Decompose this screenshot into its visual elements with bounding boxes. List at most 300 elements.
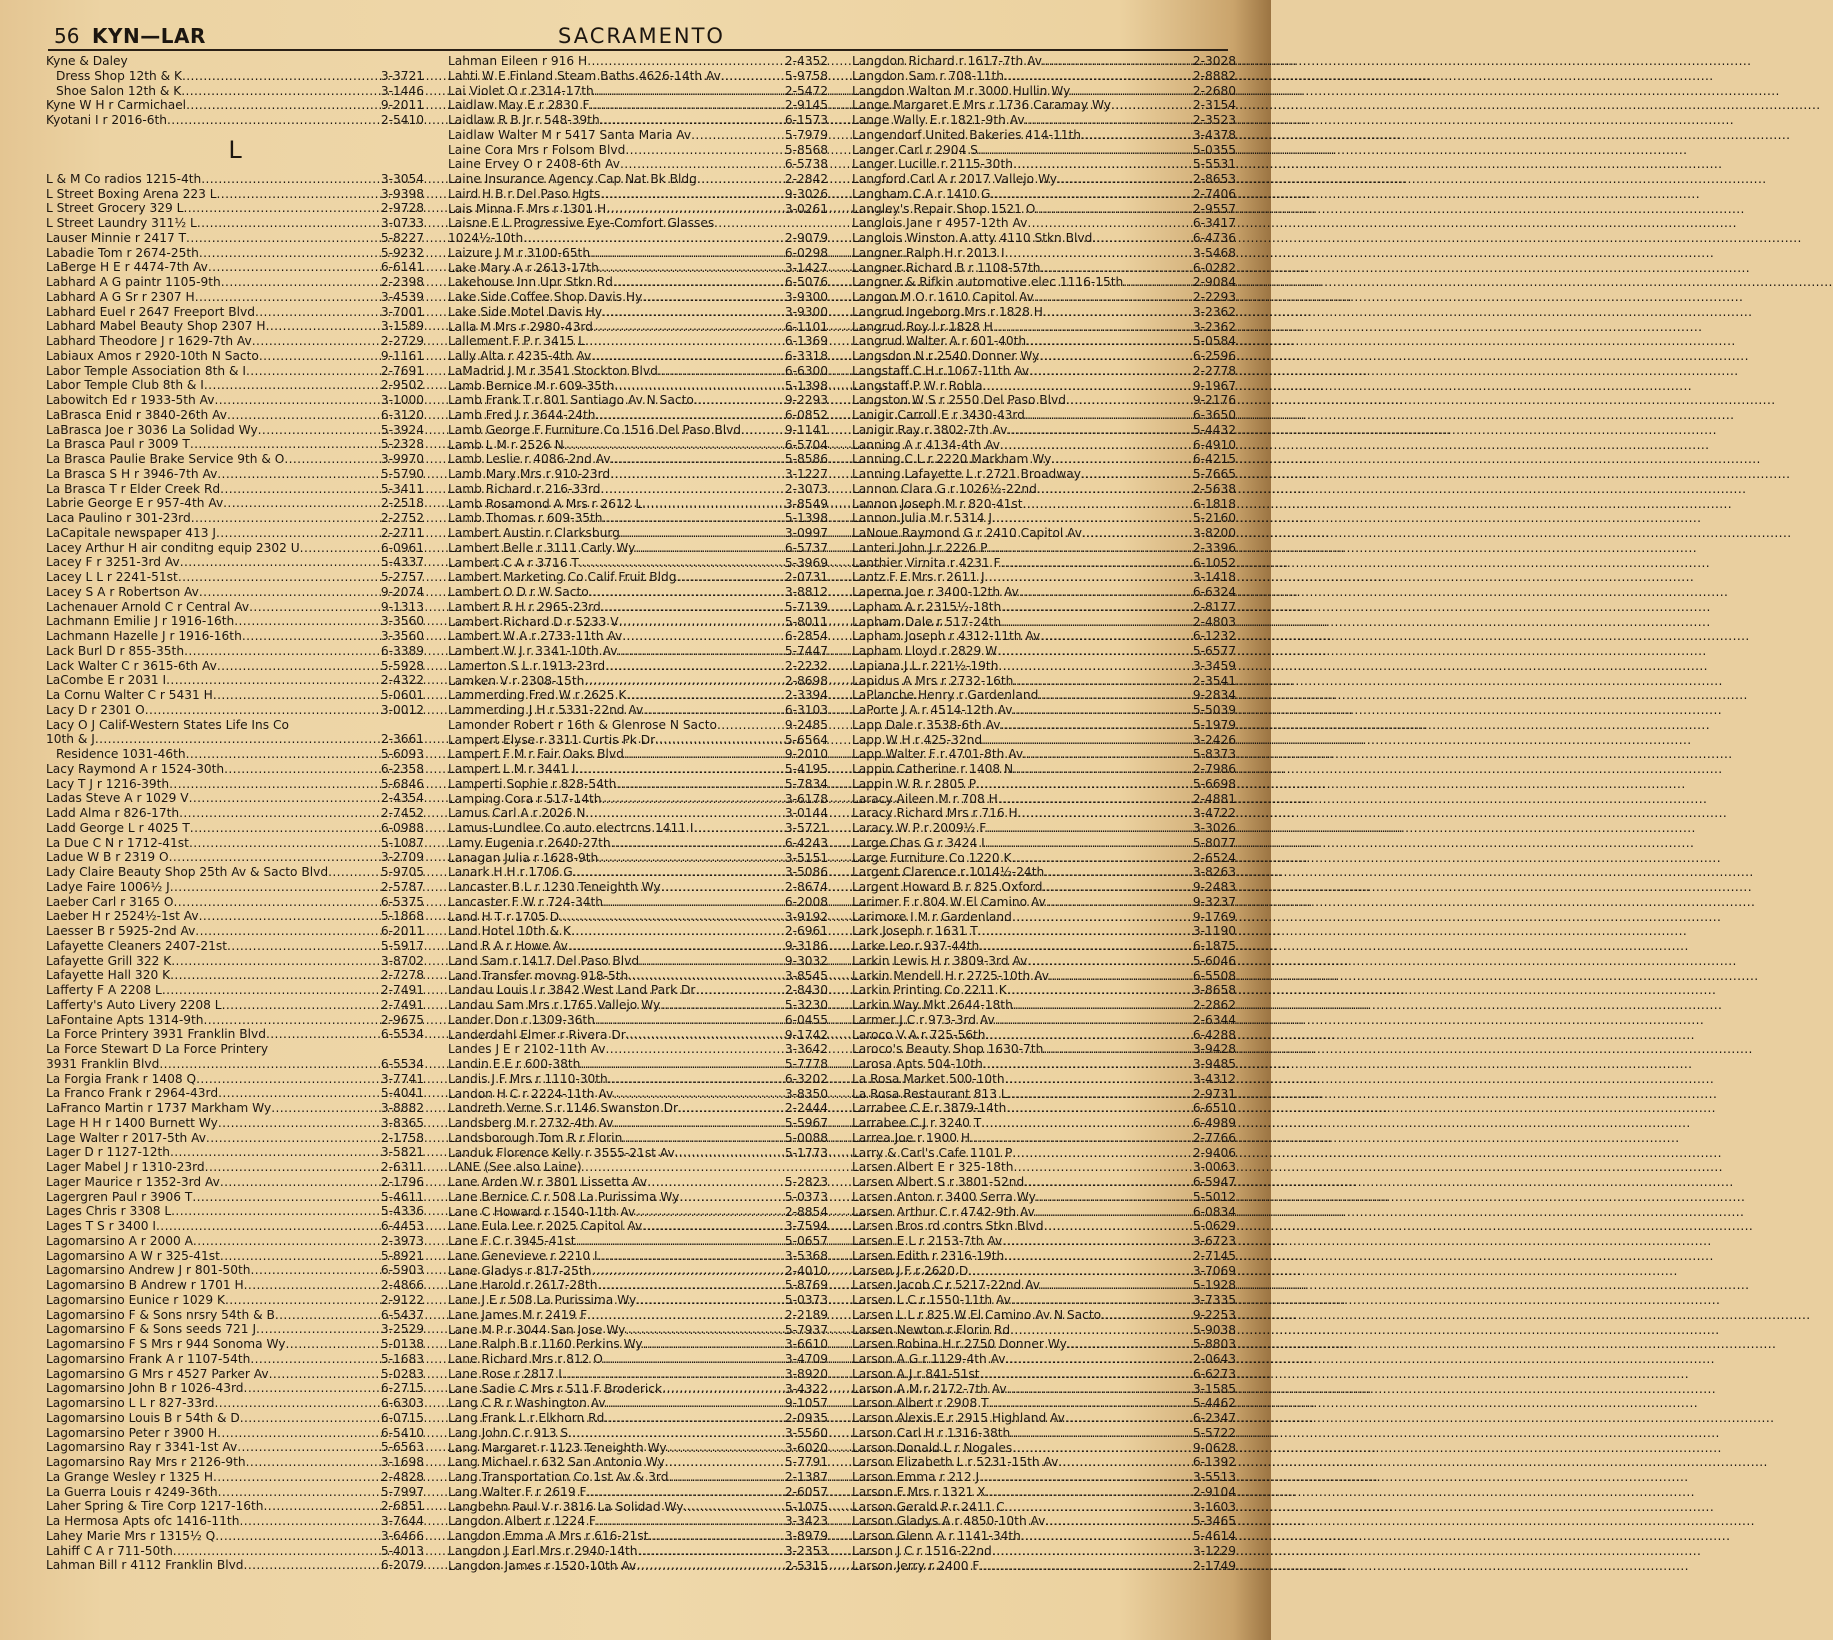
dot-leader <box>1007 423 1192 438</box>
listing-name: Labhard Mabel Beauty Shop 2307 H <box>46 319 266 334</box>
dot-leader <box>186 747 381 762</box>
listing-name: Laroco's Beauty Shop 1630-7th <box>852 1042 1044 1057</box>
phone-number: 2-1758 <box>380 1130 424 1145</box>
listing-name: Lais Minna F Mrs r 1301 H <box>448 201 607 216</box>
listing-name: Larsen Bros rd contrs Stkn Blvd <box>852 1219 1044 1234</box>
listing-name: Laeber H r 2524½-1st Av <box>46 909 199 924</box>
listing-row <box>46 1308 424 1323</box>
dot-leader <box>269 1367 381 1382</box>
dot-leader <box>976 777 1193 792</box>
listing-row <box>852 216 1236 231</box>
phone-number: 5-5967 <box>784 1116 828 1130</box>
dot-leader <box>1045 1514 1192 1529</box>
listing-row <box>852 364 1236 379</box>
listing-row <box>448 910 828 925</box>
listing-name: Larson A M r 2172-7th Av <box>852 1381 1007 1396</box>
listing-name: Lambert Richard D r 5233 V <box>448 614 619 629</box>
dot-leader <box>266 1027 381 1042</box>
listing-name: Larkin Printing Co 2211 K <box>852 983 1007 998</box>
phone-number: 9-1742 <box>784 1027 828 1042</box>
listing-name: Lane J E r 508 La Purissima Wy <box>448 1293 637 1307</box>
listing-row <box>448 364 828 379</box>
dot-leader <box>215 1529 381 1544</box>
phone-number: 5-8227 <box>380 230 424 245</box>
listing-row <box>448 1293 828 1308</box>
listing-name: Laracy W P r 2009½ F <box>852 821 987 835</box>
listing-row <box>46 84 424 99</box>
dot-leader <box>1070 84 1193 99</box>
phone-number: 3-3054 <box>380 171 424 186</box>
dot-leader <box>1040 1278 1193 1293</box>
listing-row <box>46 526 424 541</box>
listing-name: Langer Carl r 2904 S <box>852 142 978 157</box>
listing-row <box>448 954 828 969</box>
listing-name: Lacey S A r Robertson Av <box>46 584 199 599</box>
dot-leader <box>594 84 785 99</box>
phone-number: 6-5738 <box>784 157 828 172</box>
listing-name: La Forgia Frank r 1408 Q <box>46 1071 197 1086</box>
listing-row <box>448 1559 828 1574</box>
listing-name: Laracy Aileen M r 708 H <box>852 791 998 806</box>
listing-name: Lane M P r 3044 San Jose Wy <box>448 1322 626 1337</box>
listing-row <box>46 570 424 585</box>
phone-number: 2-1796 <box>380 1174 424 1189</box>
listing-row <box>852 615 1236 630</box>
phone-number: 6-0834 <box>1192 1204 1236 1219</box>
dot-leader <box>1043 305 1193 320</box>
listing-name: Lack Burl D r 855-35th <box>46 643 185 658</box>
phone-number: 5-0584 <box>1192 334 1236 349</box>
listing-name: Larson Alexis E r 2915 Highland Av <box>852 1411 1065 1425</box>
listing-row <box>46 585 424 600</box>
listing-name: Lacy Raymond A r 1524-30th <box>46 761 225 776</box>
dot-leader <box>985 1028 1192 1043</box>
phone-number: 3-9300 <box>784 304 828 319</box>
listing-row <box>46 246 424 261</box>
listing-row <box>46 1411 424 1426</box>
listing-name: Larson Gladys A r 4850-10th Av <box>852 1514 1046 1529</box>
dot-leader <box>1005 1072 1193 1087</box>
phone-number: 3-3560 <box>380 629 424 643</box>
phone-number: 3-1698 <box>380 1455 424 1469</box>
dot-leader <box>1013 157 1193 172</box>
listing-row <box>852 438 1236 453</box>
dot-leader <box>1006 1101 1192 1116</box>
dot-leader <box>970 1131 1193 1146</box>
listing-name: Lander Don r 1309-36th <box>448 1012 595 1027</box>
listing-row <box>448 629 828 644</box>
listing-row <box>448 865 828 880</box>
dot-leader <box>1051 452 1193 467</box>
listing-row <box>448 246 828 261</box>
dot-leader <box>1065 1411 1193 1426</box>
dot-leader <box>697 172 785 187</box>
listing-name: Ladye Faire 1006½ J <box>46 879 170 894</box>
dot-leader <box>988 541 1193 556</box>
listing-name: Larson J C r 1516-22nd <box>852 1543 992 1558</box>
listing-name: Larrabee C E r 3879-14th <box>852 1101 1007 1116</box>
phone-number: 2-3394 <box>784 688 828 703</box>
listing-name: Lantz F E Mrs r 2611 J <box>852 570 985 585</box>
dot-leader <box>1041 261 1193 276</box>
listing-row <box>46 1352 424 1367</box>
dot-leader <box>980 1367 1193 1382</box>
listing-name: LaBrasca Joe r 3036 La Solidad Wy <box>46 422 258 437</box>
listing-row <box>448 261 828 276</box>
listing-name: Lambert C A r 3716 T <box>448 555 579 570</box>
phone-number: 3-2426 <box>1192 732 1236 747</box>
dot-leader <box>1013 703 1193 718</box>
phone-number: 3-4722 <box>1192 806 1236 821</box>
listing-row <box>46 290 424 305</box>
phone-number: 9-2074 <box>380 584 424 599</box>
phone-number: 6-0282 <box>1192 260 1236 275</box>
listing-name: Lahman Eileen r 916 H <box>448 54 588 68</box>
phone-number: 6-2596 <box>1192 349 1236 363</box>
listing-name: Lang Walter F r 2619 F <box>448 1484 587 1499</box>
city-heading: SACRAMENTO <box>558 24 725 48</box>
phone-number: 2-9557 <box>1192 201 1236 216</box>
dot-leader <box>204 378 381 393</box>
dot-leader <box>242 629 381 644</box>
phone-number: 6-6510 <box>1192 1101 1236 1116</box>
listing-name: Lang Michael r 632 San Antonio Wy <box>448 1455 665 1470</box>
listing-name: Larsen Jacob C r 5217-22nd Av <box>852 1278 1040 1293</box>
listing-row <box>852 1264 1236 1279</box>
listing-row <box>852 261 1236 276</box>
dot-leader <box>619 615 785 630</box>
listing-row <box>852 320 1236 335</box>
phone-number: 6-2079 <box>380 1558 424 1573</box>
phone-number: 2-8430 <box>784 983 828 998</box>
dot-leader <box>217 467 381 482</box>
listing-row <box>448 1072 828 1087</box>
phone-number: 2-5410 <box>380 113 424 127</box>
listing-name: Landis J F Mrs r 1110-30th <box>448 1071 608 1086</box>
dot-leader <box>196 1072 381 1087</box>
dot-leader <box>240 1411 381 1426</box>
listing-name: Langdon Richard r 1617-7th Av <box>852 54 1042 68</box>
listing-row <box>448 1131 828 1146</box>
phone-number: 2-4010 <box>784 1263 828 1278</box>
phone-number: 5-0373 <box>784 1189 828 1204</box>
dot-leader <box>328 865 381 880</box>
listing-row <box>46 201 424 216</box>
phone-number: 6-1392 <box>1192 1455 1236 1470</box>
listing-row <box>46 423 424 438</box>
phone-number: 9-0628 <box>1192 1440 1236 1455</box>
listing-name: Lahey Marie Mrs r 1315½ Q <box>46 1528 216 1543</box>
phone-number: 3-8350 <box>784 1086 828 1101</box>
listing-row <box>852 541 1236 556</box>
dot-leader <box>266 319 381 334</box>
dot-leader <box>166 673 381 688</box>
listing-name: Langrud Roy I r 1828 H <box>852 319 993 334</box>
phone-number: 5-3924 <box>380 422 424 437</box>
listing-row <box>46 880 424 895</box>
dot-leader <box>256 1322 381 1337</box>
listing-name: Lane Gladys r 817-25th <box>448 1263 592 1278</box>
listing-row <box>852 939 1236 954</box>
listing-name: Langdon Albert r 1224 F <box>448 1514 596 1529</box>
dot-leader <box>190 821 381 836</box>
listing-name: Lallement F P r 3415 L <box>448 334 585 349</box>
phone-number: 3-0261 <box>784 201 828 216</box>
phone-number: 6-5903 <box>380 1263 424 1278</box>
dot-leader <box>636 1559 785 1574</box>
phone-number: 2-9084 <box>1192 275 1236 290</box>
phone-number: 6-6303 <box>380 1396 424 1410</box>
listing-row <box>448 570 828 585</box>
dot-leader <box>679 1190 784 1205</box>
dot-leader <box>1012 1441 1193 1456</box>
listing-row <box>46 1160 424 1175</box>
phone-number: 5-4013 <box>380 1543 424 1558</box>
listing-row <box>852 157 1236 172</box>
listing-name: Larson Albert r 2908 T <box>852 1396 989 1411</box>
listing-name: L & M Co radios 1215-4th <box>46 171 202 186</box>
listing-name: La Due C N r 1712-41st <box>46 835 189 850</box>
phone-number: 6-5410 <box>380 1425 424 1440</box>
phone-number: 6-3417 <box>1192 216 1236 231</box>
dot-leader <box>625 1323 784 1338</box>
listing-row <box>852 128 1236 143</box>
dot-leader <box>580 1057 784 1072</box>
phone-number: 5-0629 <box>1192 1219 1236 1234</box>
dot-leader <box>218 1116 381 1131</box>
dot-leader <box>204 1013 381 1028</box>
phone-number: 6-1573 <box>784 113 828 127</box>
listing-name: Lane Bernice C r 508 La Purissima Wy <box>448 1189 680 1204</box>
dot-leader <box>156 1219 381 1234</box>
listing-name: Lamb Frank T r 801 Santiago Av N Sacto <box>448 393 694 408</box>
listing-name: Landreth Verne S r 1146 Swanston Dr <box>448 1101 678 1116</box>
listing-name: Shoe Salon 12th & K <box>56 83 182 98</box>
dot-leader <box>1042 880 1192 895</box>
listing-row <box>46 1544 424 1559</box>
phone-number: 5-5531 <box>1192 157 1236 172</box>
listing-name: Lamus Carl A r 2026 N <box>448 806 586 821</box>
listing-row <box>46 1219 424 1234</box>
dot-leader <box>596 408 785 423</box>
phone-number: 9-1313 <box>380 599 424 614</box>
listing-name: Landsborough Tom R r Florin <box>448 1130 623 1145</box>
listing-name: Lahiff C A r 711-50th <box>46 1543 173 1558</box>
phone-number: 3-5513 <box>1192 1470 1236 1484</box>
listing-row <box>852 688 1236 703</box>
phone-number: 5-8586 <box>784 452 828 467</box>
listing-row <box>852 880 1236 895</box>
phone-number: 9-2483 <box>1192 880 1236 894</box>
phone-number: 3-7644 <box>380 1514 424 1528</box>
phone-number: 5-5012 <box>1192 1189 1236 1204</box>
listing-row <box>46 1190 424 1205</box>
dot-leader <box>600 113 785 128</box>
listing-name: Lane Sadie C Mrs r 511 F Broderick <box>448 1381 663 1396</box>
listing-row <box>852 172 1236 187</box>
listing-row <box>852 1219 1236 1234</box>
listing-name: La Brasca S H r 3946-7th Av <box>46 466 218 481</box>
listing-name: La Grange Wesley r 1325 H <box>46 1469 213 1484</box>
listing-name: L Street Boxing Arena 223 L <box>46 186 217 201</box>
listing-name: Larsen L C r 1550-11th Av <box>852 1293 1011 1307</box>
listing-row <box>852 1426 1236 1441</box>
listing-name: Larrabee C J r 3240 T <box>852 1116 982 1130</box>
phone-number: 2-5315 <box>784 1558 828 1573</box>
listing-row <box>448 511 828 526</box>
dot-leader <box>128 54 424 69</box>
listing-row <box>448 1529 828 1544</box>
phone-number: 2-1749 <box>1192 1558 1236 1573</box>
dot-leader <box>237 1440 381 1455</box>
dot-leader <box>170 1145 381 1160</box>
phone-number: 5-4336 <box>380 1204 424 1219</box>
phone-number: 3-5468 <box>1192 245 1236 260</box>
dot-leader <box>1027 216 1192 231</box>
phone-number: 5-0373 <box>784 1293 828 1307</box>
listing-name: Laisne E L Progressive Eye-Comfort Glasses <box>448 216 715 231</box>
dot-leader <box>1066 393 1193 408</box>
listing-row <box>46 231 424 246</box>
listing-name: Lagomarsino Peter r 3900 H <box>46 1425 218 1440</box>
dot-leader <box>201 172 381 187</box>
listing-name: Larsen J F r 2620 D <box>852 1263 969 1278</box>
dot-leader <box>683 1500 784 1515</box>
phone-number: 3-2709 <box>380 850 424 865</box>
listing-row <box>448 821 828 836</box>
phone-number: 3-8263 <box>1192 865 1236 880</box>
listing-row <box>852 1278 1236 1293</box>
listing-row <box>46 614 424 629</box>
phone-number: 3-7741 <box>380 1071 424 1086</box>
phone-number: 5-8568 <box>784 142 828 157</box>
phone-number: 3-8882 <box>380 1101 424 1115</box>
dot-leader <box>259 349 381 364</box>
listing-name: Lang Transportation Co 1st Av & 3rd <box>448 1470 669 1484</box>
listing-row <box>852 1116 1236 1131</box>
dot-leader <box>993 320 1193 335</box>
listing-name: Larimore I M r Gardenland <box>852 909 1012 924</box>
dot-leader <box>647 1175 785 1190</box>
phone-number: 2-1387 <box>784 1470 828 1484</box>
listing-name: La Rosa Market 500-10th <box>852 1071 1005 1086</box>
listing-row <box>852 1205 1236 1220</box>
listing-name: LaPlanche Henry r Gardenland <box>852 688 1039 703</box>
phone-number: 2-7986 <box>1192 762 1236 776</box>
listing-row <box>448 1544 828 1559</box>
listing-row <box>46 1470 424 1485</box>
listing-row <box>448 541 828 556</box>
phone-number: 3-0012 <box>380 702 424 717</box>
phone-number: 5-2823 <box>784 1175 828 1189</box>
listing-name: Lang Frank L r Elkhorn Rd <box>448 1411 605 1425</box>
listing-row <box>852 865 1236 880</box>
listing-row <box>46 983 424 998</box>
phone-number: 6-0455 <box>784 1012 828 1027</box>
phone-number: 5-0355 <box>1192 142 1236 157</box>
listing-row <box>46 305 424 320</box>
listing-name: Lake Side Motel Davis Hy <box>448 304 603 319</box>
listing-name: La Brasca T r Elder Creek Rd <box>46 481 221 496</box>
listing-name: 1024½-10th <box>448 231 524 245</box>
listing-row <box>852 600 1236 615</box>
phone-number: 2-3073 <box>784 481 828 496</box>
phone-number: 2-2444 <box>784 1101 828 1116</box>
dot-leader <box>227 939 381 954</box>
listing-name: Land Hotel 10th & K <box>448 924 572 939</box>
listing-row <box>46 1337 424 1352</box>
listing-name: Labrie George E r 957-4th Av <box>46 496 224 511</box>
dot-leader <box>213 1470 381 1485</box>
phone-number: 2-9731 <box>1192 1086 1236 1101</box>
dot-leader <box>1019 585 1193 600</box>
page-number: 56 <box>54 24 80 48</box>
listing-name: LaBrasca Enid r 3840-26th Av <box>46 407 227 422</box>
listing-row <box>46 437 424 452</box>
phone-number: 2-2862 <box>1192 998 1236 1012</box>
dot-leader <box>620 157 785 172</box>
listing-name: Lagomarsino F & Sons nrsry 54th & B <box>46 1307 275 1322</box>
phone-number: 3-3642 <box>784 1042 828 1057</box>
phone-number: 2-6344 <box>1192 1012 1236 1027</box>
listing-name: Langdon Emma A Mrs r 616-21st <box>448 1529 649 1543</box>
phone-number: 5-5790 <box>380 466 424 481</box>
listing-row <box>46 998 424 1013</box>
dot-leader <box>668 1470 784 1485</box>
listing-name: Lahman Bill r 4112 Franklin Blvd <box>46 1558 244 1573</box>
listing-row <box>46 850 424 865</box>
listing-name: Lacey Arthur H air conditng equip 2302 U <box>46 540 300 555</box>
listing-row <box>852 821 1236 836</box>
listing-row <box>46 629 424 644</box>
dot-leader <box>1001 600 1193 615</box>
listing-row <box>448 467 828 482</box>
dot-leader <box>655 733 785 748</box>
phone-number: 5-2160 <box>1192 511 1236 526</box>
phone-number: 5-6046 <box>1192 953 1236 968</box>
listing-row <box>852 998 1236 1013</box>
listing-name: Lafferty's Auto Livery 2208 L <box>46 997 222 1012</box>
dot-leader <box>1010 1426 1193 1441</box>
phone-number: 9-1057 <box>784 1396 828 1411</box>
phone-number: 2-6311 <box>380 1160 424 1174</box>
phone-number: 3-9398 <box>380 186 424 201</box>
phone-number: 3-1427 <box>784 260 828 275</box>
phone-number: 2-6851 <box>380 1499 424 1514</box>
phone-number: 3-8200 <box>1192 526 1236 540</box>
dot-leader <box>983 1057 1193 1072</box>
listing-name: Lachenauer Arnold C r Central Av <box>46 599 250 614</box>
listing-row <box>46 1057 424 1072</box>
listing-name: Lage H H r 1400 Burnett Wy <box>46 1115 218 1130</box>
listing-row <box>448 379 828 394</box>
dot-leader <box>639 954 785 969</box>
listing-name: Lagergren Paul r 3906 T <box>46 1189 193 1204</box>
listing-name: Lagomarsino Ray Mrs r 2126-9th <box>46 1455 246 1469</box>
phone-number: 3-8545 <box>784 968 828 983</box>
listing-name: Lagomarsino A W r 325-41st <box>46 1248 220 1263</box>
dot-leader <box>1005 246 1193 261</box>
phone-number: 3-5151 <box>784 850 828 865</box>
phone-number: 5-5722 <box>1192 1425 1236 1440</box>
listing-name: Labor Temple Association 8th & I <box>46 363 246 378</box>
listing-row <box>852 659 1236 674</box>
listing-name: Lagomarsino L L r 827-33rd <box>46 1396 215 1410</box>
phone-number: 5-3230 <box>784 998 828 1012</box>
listing-row <box>448 1396 828 1411</box>
listing-name: Lamy Eugenia r 2640-27th <box>448 835 611 850</box>
phone-number: 2-8882 <box>1192 68 1236 83</box>
